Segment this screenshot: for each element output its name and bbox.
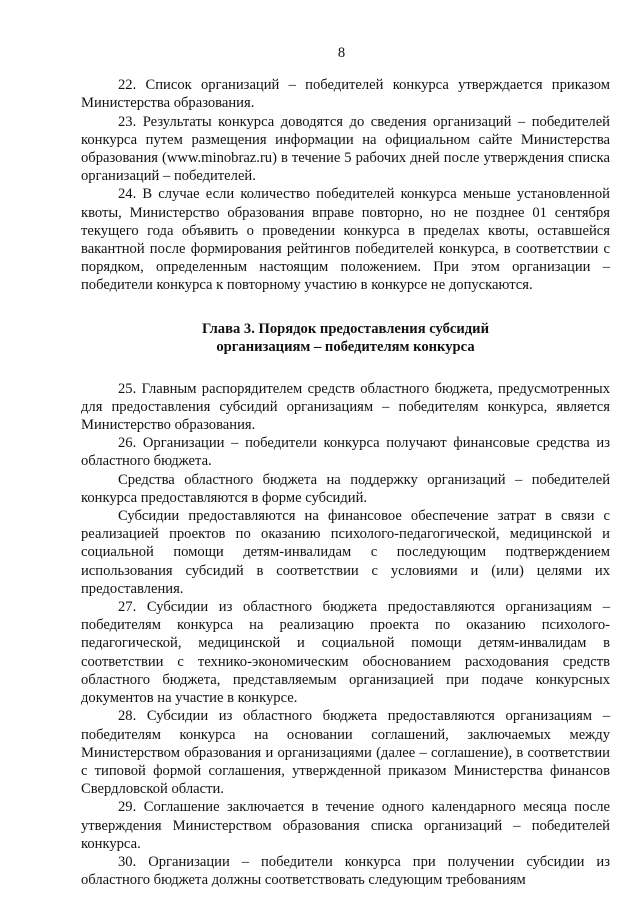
- paragraph-30: 30. Организации – победители конкурса при получении субсидии из областного бюджета должны соответствовать следующим требованиям: [81, 853, 610, 889]
- paragraph-28: 28. Субсидии из областного бюджета предоставляются организациям – победителям конкурса на основании соглашений, заключаемых между Министерством образования и организациями (далее – соглашение), в соответствии с типовой формой соглашения, утвержденной приказом Министерства финансов Свердловской области.: [81, 708, 610, 798]
- paragraph-24: 24. В случае если количество победителей конкурса меньше установленной квоты, Министерство образования вправе повторно, но не позднее 01 сентября текущего года объявить о проведении конкурса в пределах квоты, оставшейся вакантной после формирования рейтингов победителей конкурса, в соответствии с порядком, определенным настоящим положением. При этом организации – победители конкурса к повторному участию в конкурсе не допускаются.: [81, 186, 610, 294]
- paragraph-23: 23. Результаты конкурса доводятся до сведения организаций – победителей конкурса путем размещения информации на официальном сайте Министерства образования (www.minobraz.ru) в течение 5 рабочих дней после утверждения списка организаций – победителей.: [81, 113, 610, 185]
- paragraph-26-funds: Средства областного бюджета на поддержку организаций – победителей конкурса предоставляются в форме субсидий.: [81, 471, 610, 506]
- paragraph-26: 26. Организации – победители конкурса получают финансовые средства из областного бюджета.: [81, 435, 610, 470]
- chapter-heading-line-1: Глава 3. Порядок предоставления субсидий: [201, 320, 490, 337]
- page-number: 8: [337, 45, 346, 61]
- paragraph-22: 22. Список организаций – победителей конкурса утверждается приказом Министерства образования.: [81, 77, 610, 112]
- chapter-heading-line-2: организациям – победителям конкурса: [216, 339, 475, 356]
- paragraph-26-subsidies: Субсидии предоставляются на финансовое обеспечение затрат в связи с реализацией проектов по оказанию психолого-педагогической, медицинской и социальной помощи детям-инвалидам с последующим подтверждением использования субсидий в соответствии с условиями и (или) целями их предоставления.: [81, 508, 610, 597]
- chapter-heading: [81, 320, 610, 357]
- paragraph-27: 27. Субсидии из областного бюджета предоставляются организациям – победителям конкурса на реализацию проекта по оказанию психолого-педагогической, медицинской и социальной помощи детям-инвалидам в соответствии с технико-экономическим обоснованием расходования средств областного бюджета, представляемым организацией при подаче конкурсных документов на участие в конкурсе.: [81, 599, 610, 707]
- paragraph-25: 25. Главным распорядителем средств областного бюджета, предусмотренных для предоставления субсидий организациям – победителям конкурса, является Министерство образования.: [81, 380, 610, 434]
- paragraph-29: 29. Соглашение заключается в течение одного календарного месяца после утверждения Министерством образования списка организаций – победителей конкурса.: [81, 799, 610, 852]
